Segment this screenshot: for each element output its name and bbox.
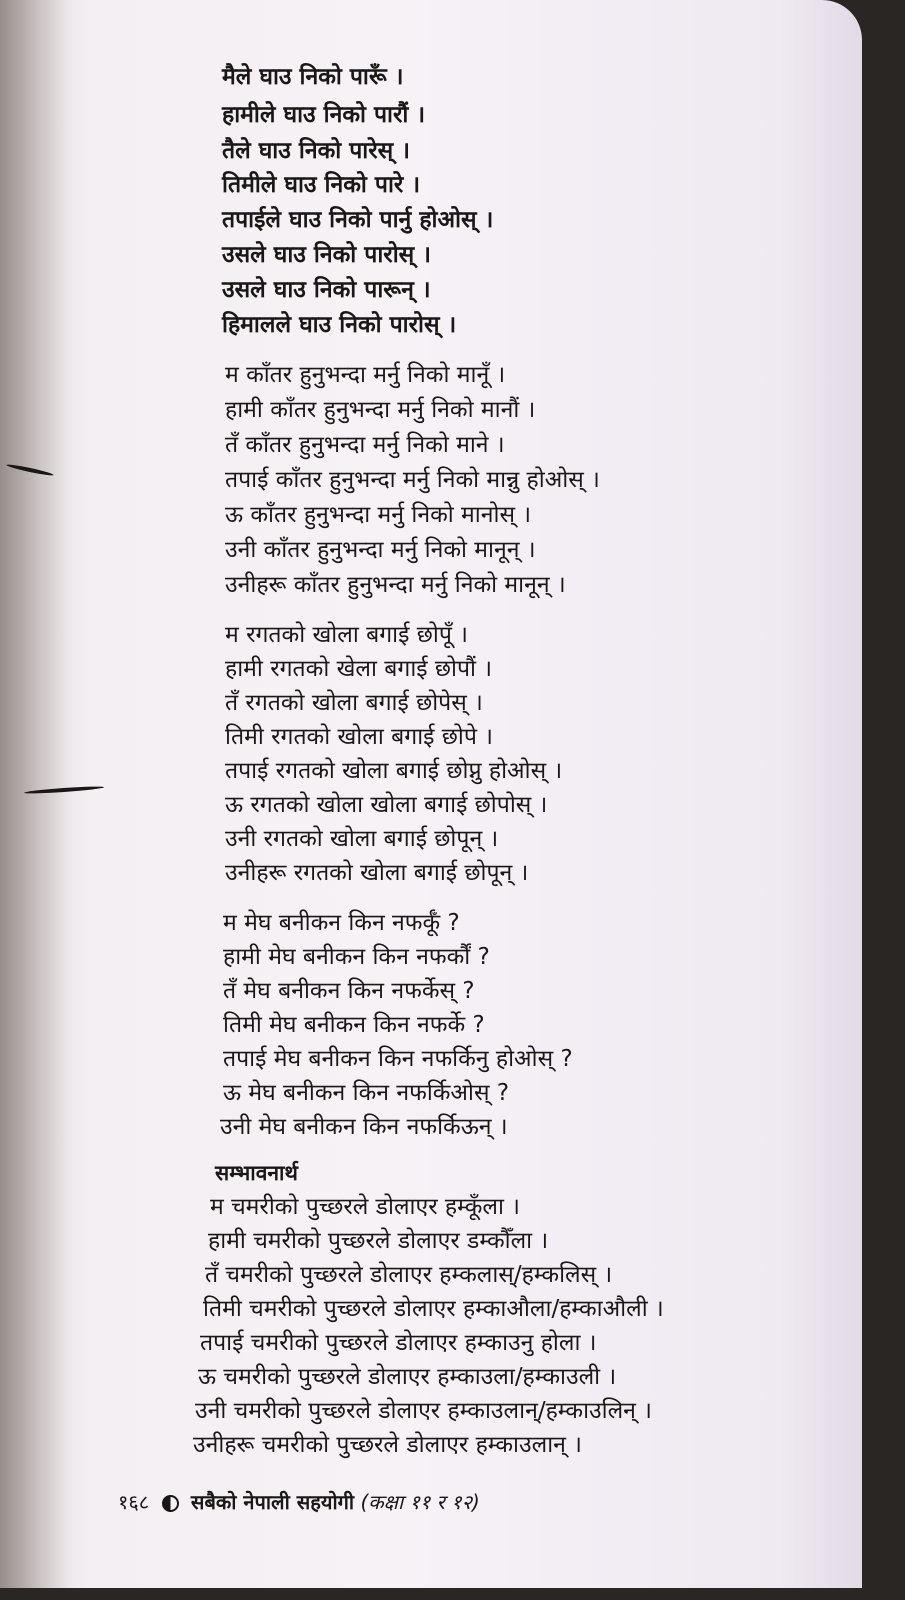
text-line: उसले घाउ निको पारोस् । [222,242,431,268]
text-line: म रगतको खोला बगाई छोपूँ । [225,622,468,648]
text-line: तपाई मेघ बनीकन किन नफर्किनु होओस् ? [223,1046,573,1072]
text-line: हामी रगतको खेला बगाई छोपौं । [225,656,493,682]
text-line: ऊ काँतर हुनुभन्दा मर्नु निको मानोस् । [225,502,532,528]
text-line: हिमालले घाउ निको पारोस् । [222,312,457,338]
text-line: हामीले घाउ निको पारौं । [222,102,426,128]
text-line: तिमीले घाउ निको पारे । [222,172,421,198]
page-footer [118,1487,480,1517]
text-line: तिमी मेघ बनीकन किन नफर्के ? [223,1012,485,1038]
text-line: म काँतर हुनुभन्दा मर्नु निको मानूँ । [225,362,506,388]
text-line: मैले घाउ निको पारूँ । [222,64,404,90]
text-line: हामी काँतर हुनुभन्दा मर्नु निको मानौं । [225,397,536,423]
text-line: उनी काँतर हुनुभन्दा मर्नु निको मानून् । [225,537,536,563]
text-line: उनी चमरीको पुच्छरले डोलाएर हम्काउलान्/हम्काउलिन् । [195,1398,652,1424]
text-line: म मेघ बनीकन किन नफर्कूँ ? [223,910,460,936]
page-edge-shadow [0,0,70,1588]
text-line: तँ काँतर हुनुभन्दा मर्नु निको माने । [225,432,505,458]
text-line: तपाई चमरीको पुच्छरले डोलाएर हम्काउनु होला । [200,1330,597,1356]
text-line: तिमी रगतको खोला बगाई छोपे । [225,724,493,750]
text-line: उसले घाउ निको पारून् । [222,277,431,303]
text-line: ऊ चमरीको पुच्छरले डोलाएर हम्काउला/हम्काउली । [198,1364,617,1390]
text-line: उनी रगतको खोला बगाई छोपून् । [225,826,499,852]
text-line: म चमरीको पुच्छरले डोलाएर हम्कूँला । [210,1194,520,1220]
text-line: तिमी चमरीको पुच्छरले डोलाएर हम्काऔला/हम्काऔली । [203,1296,664,1322]
book-title: सबैको नेपाली सहयोगी [190,1490,355,1514]
text-line: उनीहरू चमरीको पुच्छरले डोलाएर हम्काउलान् । [193,1432,582,1458]
page-number: १६८ [118,1490,150,1514]
text-line: तँ चमरीको पुच्छरले डोलाएर हम्कलास्/हम्कलिस् । [205,1262,613,1288]
text-line: तपाई रगतको खोला बगाई छोप्नु होओस् । [225,758,563,784]
text-line: हामी चमरीको पुच्छरले डोलाएर डम्कौँला । [208,1228,549,1254]
text-line: तँ रगतको खोला बगाई छोपेस् । [225,690,483,716]
text-line: उनी मेघ बनीकन किन नफर्किऊन् । [220,1114,508,1140]
text-line: तपाई काँतर हुनुभन्दा मर्नु निको मान्नु होओस् । [225,467,600,493]
section-heading: सम्भावनार्थ [215,1161,298,1185]
text-line: हामी मेघ बनीकन किन नफर्कौं ? [223,944,490,970]
text-line: उनीहरू रगतको खोला बगाई छोपून् । [225,860,529,886]
text-line: तपाईले घाउ निको पार्नु होओस् । [222,207,494,233]
text-line: ऊ रगतको खोला खोला बगाई छोपोस् । [225,792,548,818]
half-circle-icon [162,1495,179,1512]
text-line: ऊ मेघ बनीकन किन नफर्किओस् ? [223,1080,510,1106]
text-line: उनीहरू काँतर हुनुभन्दा मर्नु निको मानून् । [225,572,566,598]
text-line: तैले घाउ निको पारेस् । [222,138,410,164]
text-line: तँ मेघ बनीकन किन नफर्केस् ? [223,978,475,1004]
book-subtitle: (कक्षा ११ र १२) [360,1490,480,1514]
